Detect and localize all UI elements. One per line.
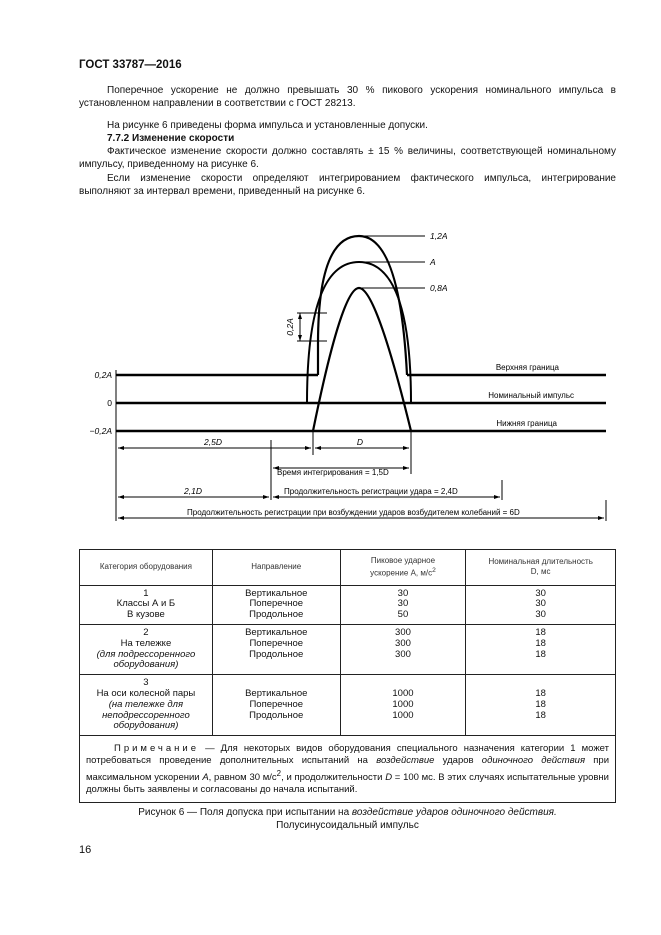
dim-label-D: D	[356, 437, 364, 447]
page-number: 16	[79, 844, 92, 856]
dim-label-2-5D: 2,5D	[204, 437, 222, 447]
paragraph-transverse: Поперечное ускорение не должно превышать 30 % пикового ускорения номинального импульса в установленном направлении в соответствии с ГОСТ 28213.	[79, 85, 616, 110]
arrow-2-1D-right	[263, 495, 269, 499]
label-lower-boundary: Нижняя граница	[496, 419, 557, 428]
arrow-D-left	[315, 446, 321, 450]
ylabel-minus-0-2A: −0,2A	[89, 426, 112, 436]
duration-cell: 30 30 30	[466, 585, 616, 624]
arrow-D-right	[403, 446, 409, 450]
table-row	[80, 675, 616, 736]
category-cell: 2 На тележке (для подрессоренного оборудования)	[80, 625, 213, 675]
direction-cell: Вертикальное Поперечное Продольное	[212, 625, 340, 675]
dim-label-recording: Продолжительность регистрации удара = 2,4D	[284, 487, 458, 496]
header-direction: Направление	[212, 550, 340, 586]
table-note: Примечание — Для некоторых видов оборудования специального назначения категории 1 может потребоваться проведение дополнительных испытаний на воздействие ударов одиночного действия при максимальном ускорении A, равном 30 $м/с^2$, и продолжительности D = 100 мс. В этих случаях испытательные уровни должны быть заявлены и согласованы до начала испытаний.	[80, 736, 616, 803]
lower-pulse-curve	[313, 288, 411, 431]
paragraph-velocity: Фактическое изменение скорости должно составлять ± 15 % величины, соответствующей номинальному импульсу, приведенному на рисунке 6.	[79, 146, 616, 171]
table-row	[80, 625, 616, 675]
duration-cell: 18 18 18	[466, 625, 616, 675]
direction-cell: Вертикальное Поперечное Продольное	[212, 585, 340, 624]
label-tolerance-0-2A: 0,2A	[285, 318, 295, 336]
ylabel-zero: 0	[107, 398, 112, 408]
arrow-integration-right	[403, 466, 409, 470]
header-category: Категория оборудования	[80, 550, 213, 586]
peak-cell: 300 300 300	[340, 625, 466, 675]
dim-label-total: Продолжительность регистрации при возбуждении ударов возбудителем колебаний = 6D	[187, 508, 520, 517]
arrow-tolerance-bottom	[298, 335, 302, 341]
peak-cell: 1000 1000 1000	[340, 675, 466, 736]
table-row	[80, 585, 616, 624]
label-nominal-pulse: Номинальный импульс	[488, 391, 574, 400]
label-A: A	[430, 257, 436, 267]
category-cell: 1 Классы А и Б В кузове	[80, 585, 213, 624]
document-header: ГОСТ 33787—2016	[79, 59, 182, 71]
table-note-row	[80, 736, 616, 803]
arrow-tolerance-top	[298, 313, 302, 319]
arrow-2-5D-right	[305, 446, 311, 450]
dim-label-integration: Время интегрирования = 1,5D	[277, 468, 389, 477]
ylabel-0-2A: 0,2A	[94, 370, 112, 380]
arrow-recording-right	[494, 495, 500, 499]
paragraph-integration: Если изменение скорости определяют интегрированием фактического импульса, интегрирование выполняют за интервал времени, приведенный на рисунке 6.	[79, 173, 616, 198]
category-cell: 3 На оси колесной пары (на тележке для неподрессоренного оборудования)	[80, 675, 213, 736]
duration-cell: 18 18 18	[466, 675, 616, 736]
peak-cell: 30 30 50	[340, 585, 466, 624]
header-duration: Номинальная длительность D, мс	[466, 550, 616, 586]
arrow-total-right	[598, 516, 604, 520]
paragraph-figure-ref: На рисунке 6 приведены форма импульса и установленные допуски.	[107, 120, 428, 131]
arrow-2-1D-left	[118, 495, 124, 499]
figure-caption: Рисунок 6 — Поля допуска при испытании на воздействие ударов одиночного действия. Полусинусоидальный импульс	[138, 807, 557, 831]
dim-label-2-1D: 2,1D	[184, 486, 202, 496]
label-upper-boundary: Верхняя граница	[495, 363, 559, 372]
label-1-2A: 1,2A	[430, 231, 448, 241]
table-header-row	[80, 550, 616, 586]
arrow-total-left	[118, 516, 124, 520]
direction-cell: Вертикальное Поперечное Продольное	[212, 675, 340, 736]
arrow-2-5D-left	[118, 446, 124, 450]
arrow-recording-left	[273, 495, 279, 499]
section-heading: 7.7.2 Изменение скорости	[107, 133, 235, 144]
header-peak: Пиковое ударное ускорение A, $м/с^2$	[340, 550, 466, 586]
equipment-table	[79, 549, 616, 803]
label-0-8A: 0,8A	[430, 283, 448, 293]
